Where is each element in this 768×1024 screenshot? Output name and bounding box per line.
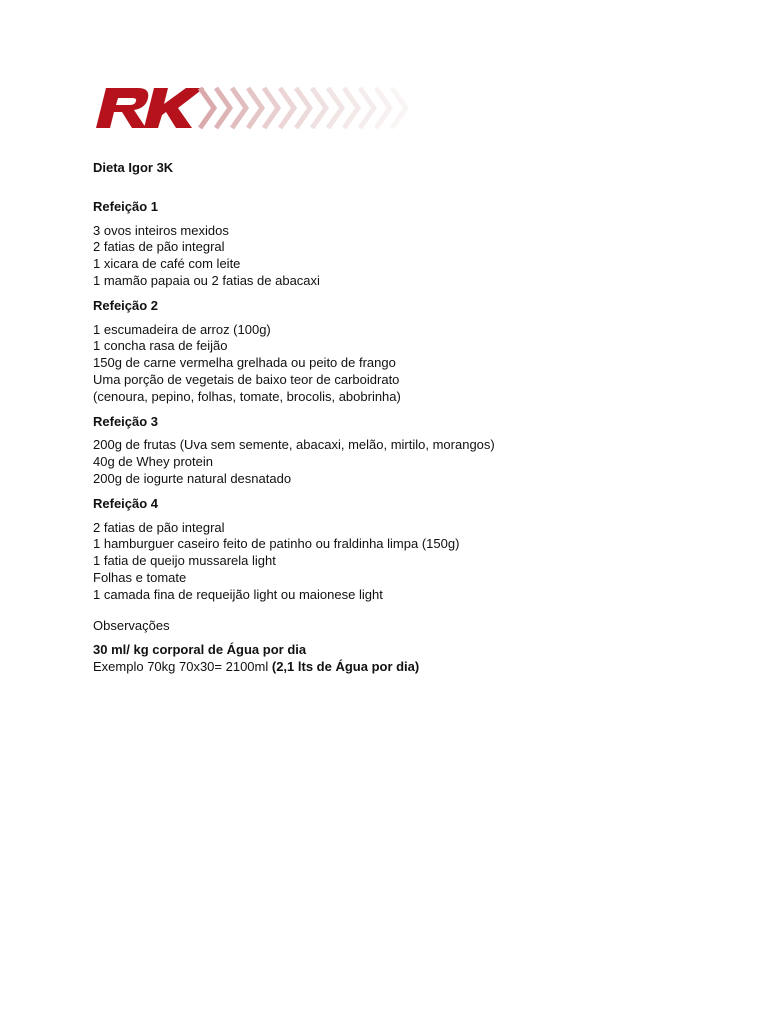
meal-items [93, 437, 713, 487]
meal-title: Refeição 4 [93, 495, 159, 511]
logo-letter-k [144, 88, 204, 128]
meal-item: 1 mamão papaia ou 2 fatias de abacaxi [93, 272, 320, 288]
meal-section-2 [93, 298, 713, 406]
meal-item: 1 hamburguer caseiro feito de patinho ou fraldinha limpa (150g) [93, 536, 460, 552]
meal-section-4 [93, 496, 713, 604]
water-example [93, 659, 713, 676]
rk-logo [92, 86, 422, 130]
meal-item: 2 fatias de pão integral [93, 239, 225, 255]
meal-item: 1 escumadeira de arroz (100g) [93, 321, 271, 337]
meal-title: Refeição 2 [93, 297, 159, 313]
meal-item: 200g de frutas (Uva sem semente, abacaxi, melão, mirtilo, morangos) [93, 437, 495, 453]
meal-items [93, 322, 713, 406]
meal-item: 1 concha rasa de feijão [93, 338, 228, 354]
meal-item: 3 ovos inteiros mexidos [93, 222, 229, 238]
water-example-total: (2,1 lts de Água por dia) [271, 659, 420, 675]
meal-item: Uma porção de vegetais de baixo teor de carboidrato [93, 371, 400, 387]
meal-item: (cenoura, pepino, folhas, tomate, brocolis, abobrinha) [93, 388, 401, 404]
water-example-text: Exemplo 70kg 70x30= 2100ml [93, 659, 272, 675]
meal-title: Refeição 3 [93, 413, 159, 429]
meal-item: 1 camada fina de requeijão light ou maionese light [93, 586, 383, 602]
meal-title: Refeição 1 [93, 198, 159, 214]
meal-section-3 [93, 414, 713, 488]
meal-section-1 [93, 199, 713, 290]
meal-item: 1 fatia de queijo mussarela light [93, 553, 276, 569]
meal-items [93, 223, 713, 290]
meal-items [93, 520, 713, 604]
document-title: Dieta Igor 3K [93, 160, 174, 175]
meal-item: 200g de iogurte natural desnatado [93, 470, 292, 486]
logo-chevron-stripes [200, 88, 406, 128]
water-rule: 30 ml/ kg corporal de Água por dia [93, 642, 307, 658]
meal-item: Folhas e tomate [93, 569, 187, 585]
meal-item: 2 fatias de pão integral [93, 519, 225, 535]
logo-letter-r [96, 88, 148, 128]
diet-content [93, 160, 713, 676]
observations-label: Observações [93, 617, 170, 633]
meal-item: 150g de carne vermelha grelhada ou peito de frango [93, 355, 396, 371]
meal-item: 1 xicara de café com leite [93, 256, 241, 272]
meal-item: 40g de Whey protein [93, 454, 213, 470]
